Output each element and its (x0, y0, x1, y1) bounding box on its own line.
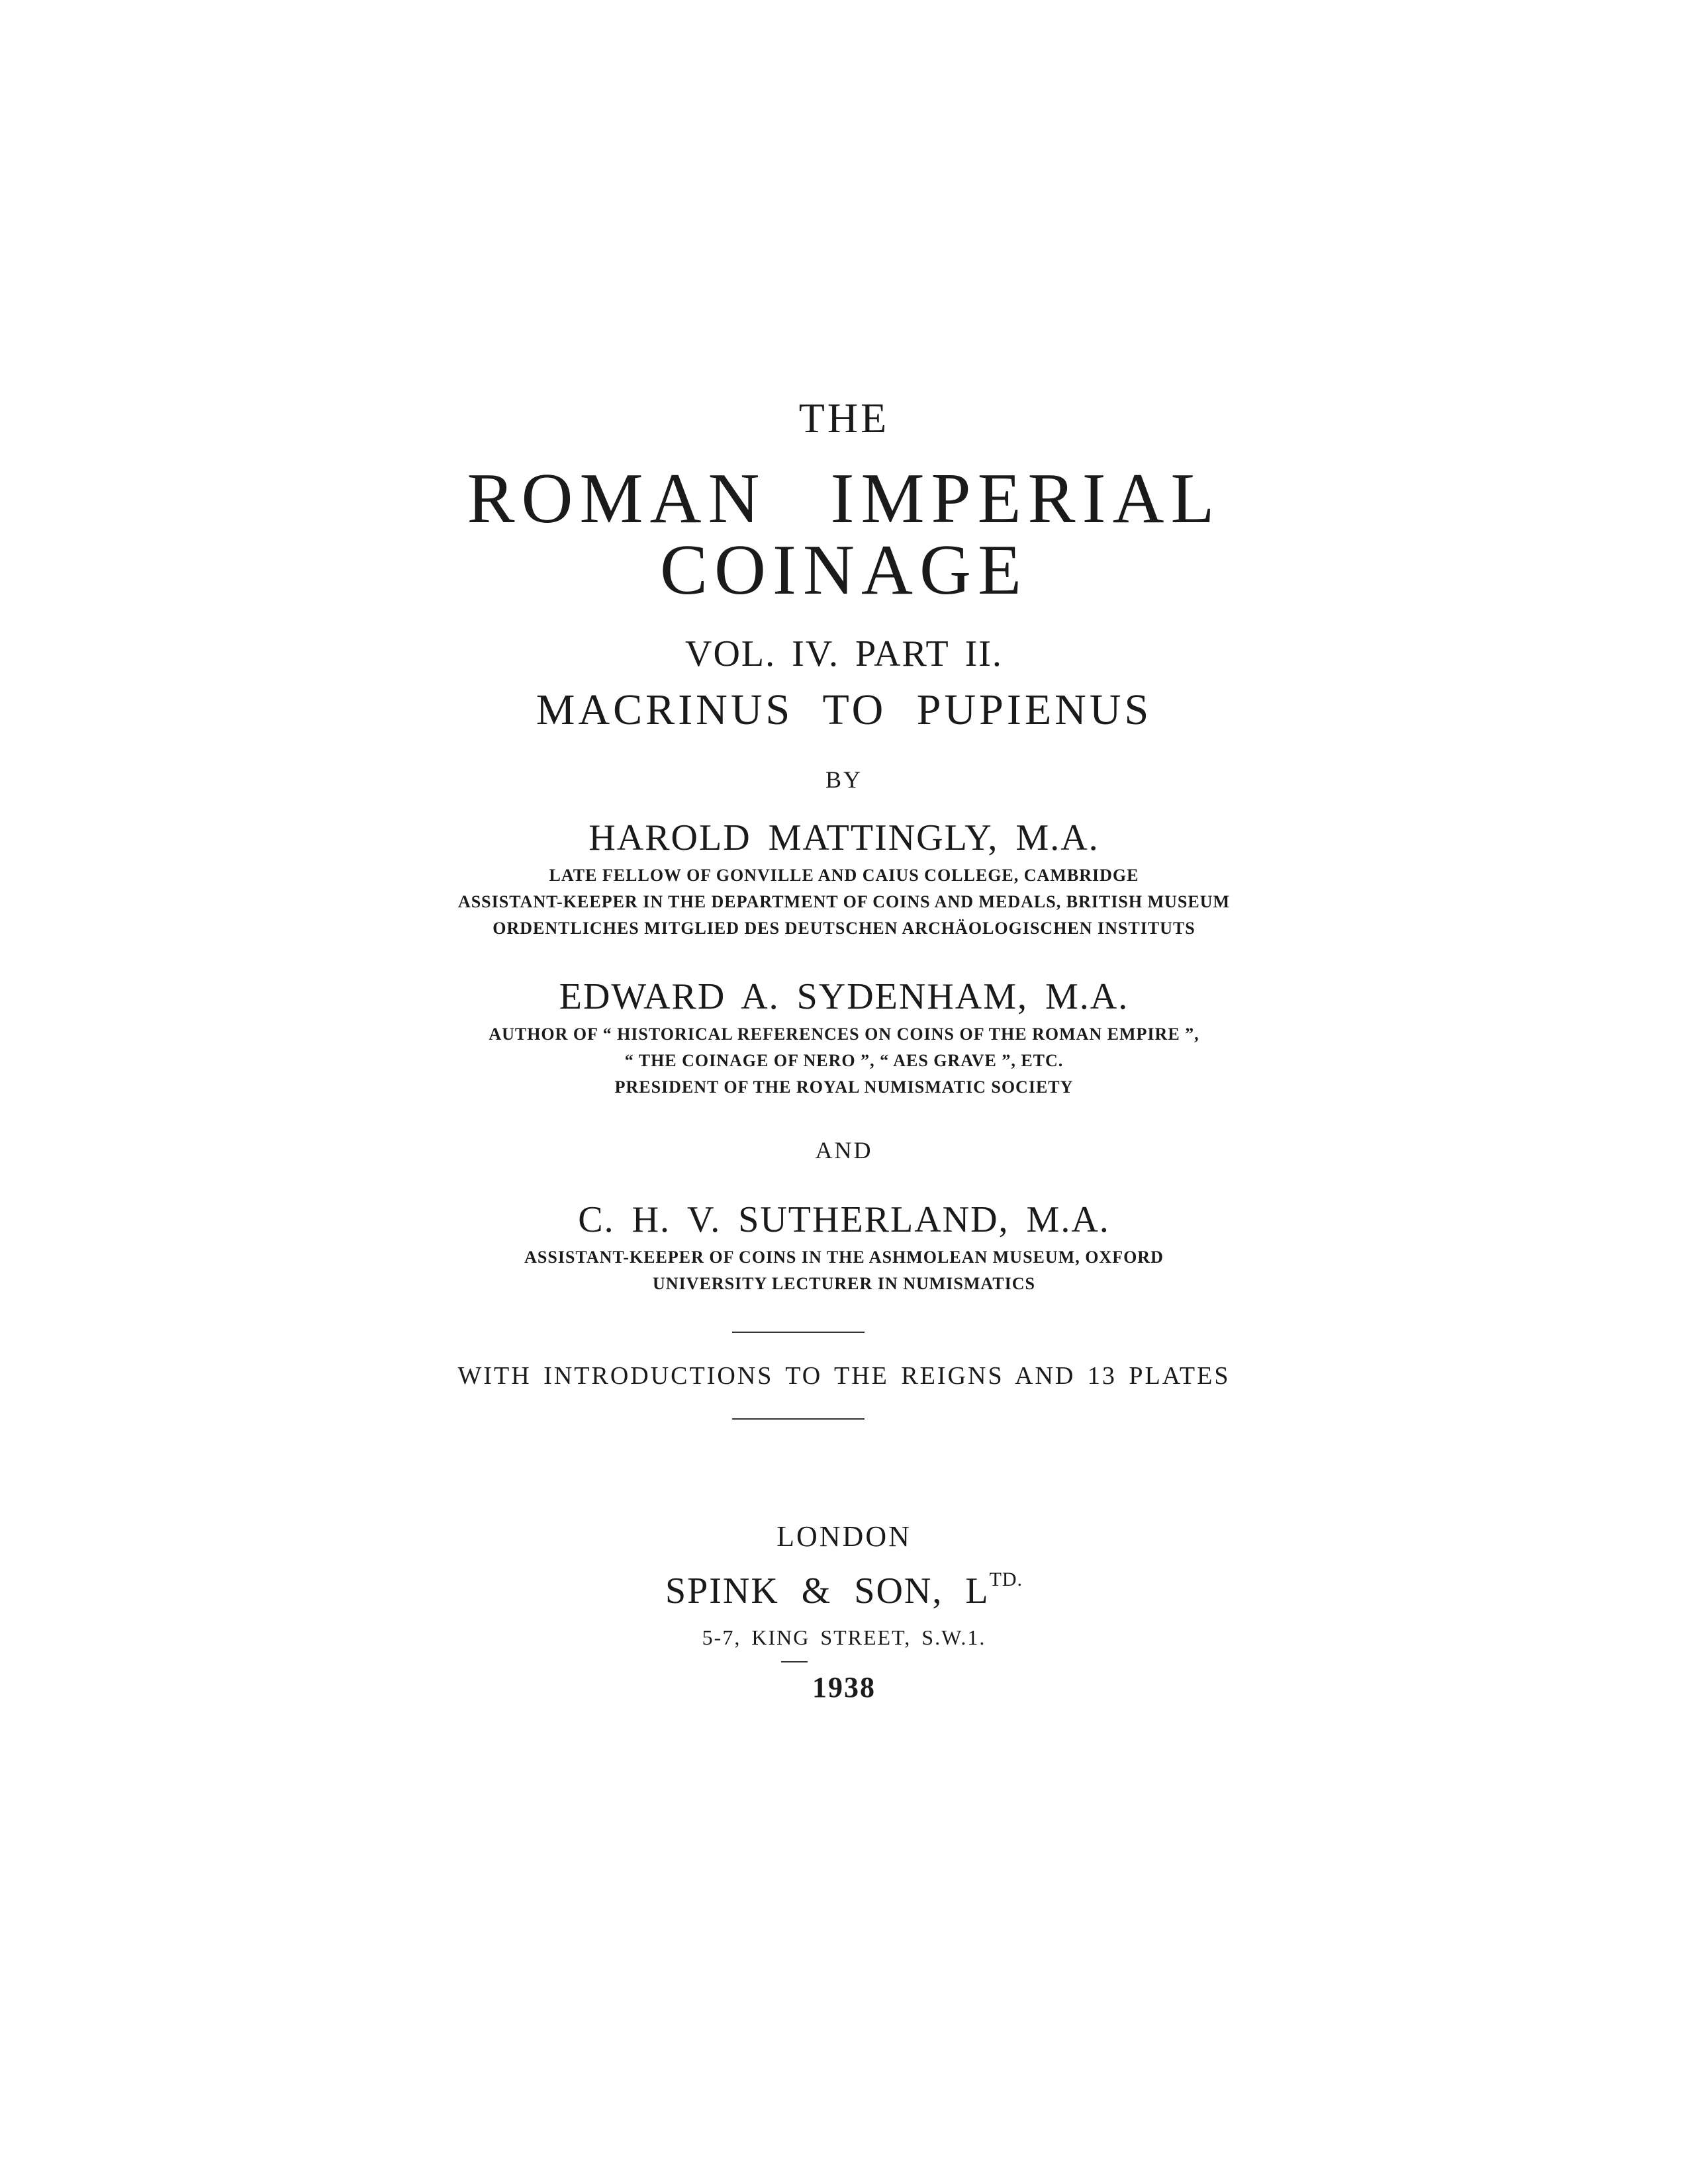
title-line-1: ROMAN IMPERIAL (467, 459, 1221, 538)
title-article: THE (798, 394, 890, 441)
publisher-name: SPINK & SON, (665, 1570, 943, 1612)
author-credential: ASSISTANT-KEEPER OF COINS IN THE ASHMOLEAN MUSEUM, OXFORD (524, 1248, 1164, 1267)
author-credential: ASSISTANT-KEEPER IN THE DEPARTMENT OF COINS AND MEDALS, BRITISH MUSEUM (457, 892, 1231, 911)
volume-label: VOL. IV. PART II. (685, 633, 1003, 674)
author-name-sydenham: EDWARD A. SYDENHAM, M.A. (559, 976, 1129, 1017)
author-name-mattingly: HAROLD MATTINGLY, M.A. (588, 817, 1100, 858)
publisher-suffix: L (965, 1570, 990, 1612)
by-label: BY (825, 766, 863, 793)
imprint-city: LONDON (776, 1520, 912, 1553)
introductions-note: WITH INTRODUCTIONS TO THE REIGNS AND 13 PLATES (457, 1362, 1231, 1390)
imprint-address: 5-7, KING STREET, S.W.1. (702, 1625, 986, 1649)
title-line-2: COINAGE (660, 531, 1028, 610)
author-credential: PRESIDENT OF THE ROYAL NUMISMATIC SOCIETY (614, 1077, 1074, 1097)
author-credential: LATE FELLOW OF GONVILLE AND CAIUS COLLEGE, CAMBRIDGE (549, 866, 1139, 885)
author-credential: ORDENTLICHES MITGLIED DES DEUTSCHEN ARCHÄOLOGISCHEN INSTITUTS (492, 919, 1196, 938)
divider-rule (732, 1418, 865, 1420)
imprint-year: 1938 (812, 1671, 876, 1704)
author-credential: UNIVERSITY LECTURER IN NUMISMATICS (653, 1274, 1035, 1293)
imprint-publisher (0, 1570, 1688, 1610)
author-credential: “ THE COINAGE OF NERO ”, “ AES GRAVE ”, ETC. (624, 1051, 1064, 1070)
divider-rule (732, 1332, 865, 1333)
short-divider-rule (781, 1661, 808, 1662)
publisher-suffix-superscript: TD. (989, 1569, 1023, 1590)
subject-line: MACRINUS TO PUPIENUS (536, 686, 1152, 734)
author-name-sutherland: C. H. V. SUTHERLAND, M.A. (578, 1199, 1110, 1240)
and-label: AND (815, 1137, 873, 1163)
author-credential: AUTHOR OF “ HISTORICAL REFERENCES ON COINS OF THE ROMAN EMPIRE ”, (489, 1024, 1199, 1044)
